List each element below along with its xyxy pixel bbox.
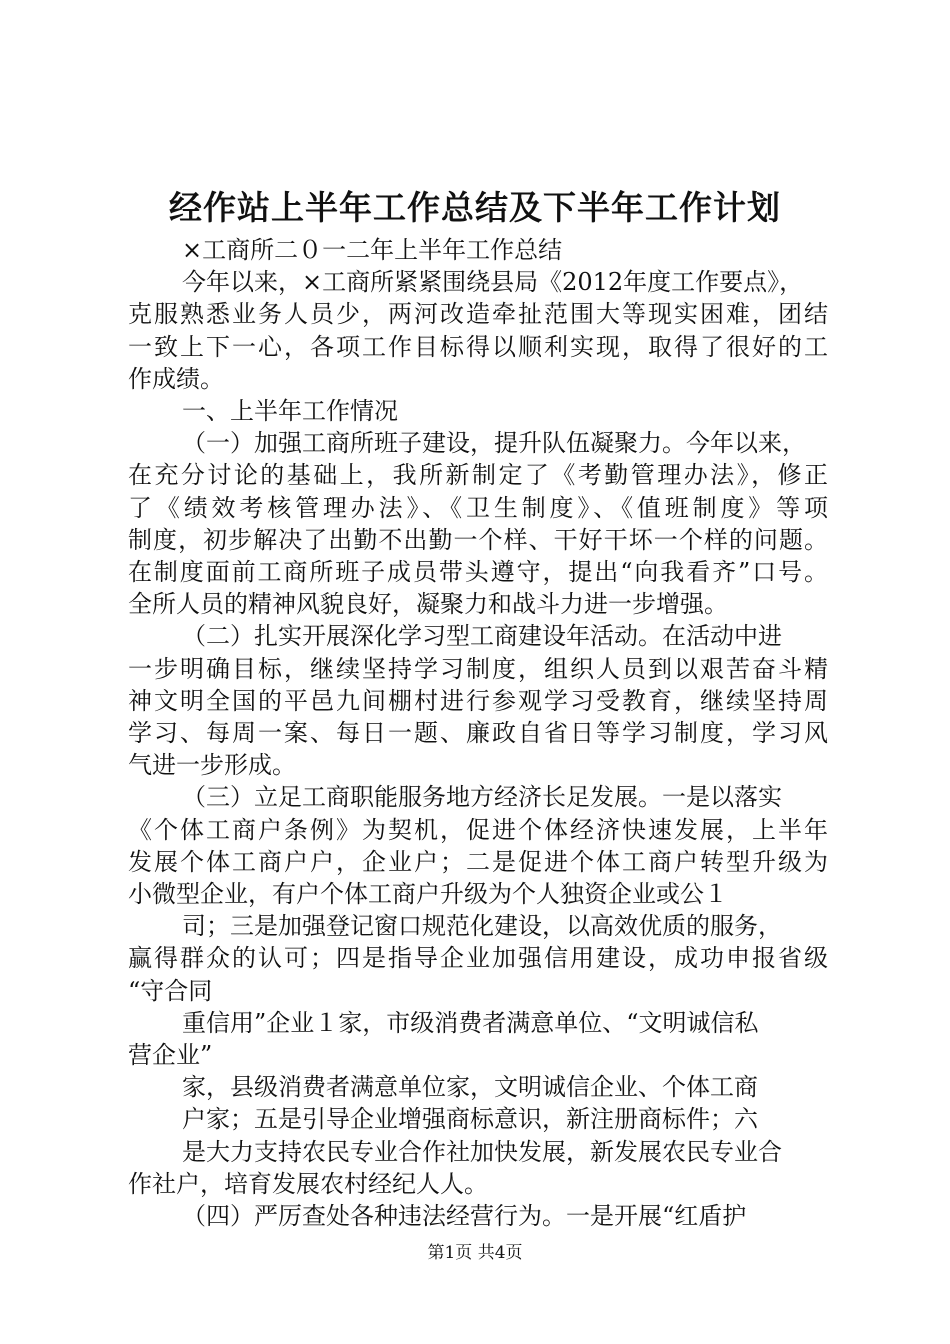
paragraph-line: 克服熟悉业务人员少，两河改造牵扯范围大等现实困难，团结 [128, 300, 828, 329]
subtitle-line: ×工商所二０一二年上半年工作总结 [182, 236, 563, 264]
paragraph-line: 在充分讨论的基础上，我所新制定了《考勤管理办法》，修正 [128, 461, 828, 490]
paragraph-line: 了《绩效考核管理办法》、《卫生制度》、《值班制度》等项 [128, 493, 828, 522]
paragraph-line: 一步明确目标，继续坚持学习制度，组织人员到以艰苦奋斗精 [128, 654, 828, 683]
paragraph-line: 气进一步形成。 [128, 751, 296, 780]
paragraph-line: 营企业” [128, 1041, 213, 1069]
paragraph-line: （一）加强工商所班子建设，提升队伍凝聚力。今年以来， [182, 429, 806, 458]
document-title: 经作站上半年工作总结及下半年工作计划 [169, 188, 781, 227]
paragraph-line: “守合同 [128, 976, 213, 1005]
paragraph-line: 今年以来，×工商所紧紧围绕县局《2012年度工作要点》， [182, 268, 804, 297]
paragraph-line: 是大力支持农民专业合作社加快发展，新发展农民专业合 [182, 1137, 782, 1166]
paragraph-line: 《个体工商户条例》为契机，促进个体经济快速发展，上半年 [128, 815, 828, 844]
paragraph-line: 制度，初步解决了出勤不出勤一个样、干好干坏一个样的问题。 [128, 525, 828, 554]
paragraph-line: 一致上下一心，各项工作目标得以顺利实现，取得了很好的工 [128, 332, 828, 361]
paragraph-line: 作成绩。 [128, 364, 224, 393]
paragraph-line: 全所人员的精神风貌良好，凝聚力和战斗力进一步增强。 [128, 590, 728, 619]
paragraph-line: 重信用”企业１家，市级消费者满意单位、“文明诚信私 [182, 1008, 759, 1037]
paragraph-line: （三）立足工商职能服务地方经济长足发展。一是以落实 [182, 783, 782, 812]
paragraph-line: （四）严厉查处各种违法经营行为。一是开展“红盾护 [182, 1202, 747, 1230]
paragraph-line: 发展个体工商户户，企业户；二是促进个体工商户转型升级为 [128, 847, 828, 876]
paragraph-line: 作社户，培育发展农村经纪人人。 [128, 1169, 488, 1198]
paragraph-line: （二）扎实开展深化学习型工商建设年活动。在活动中进 [182, 622, 782, 651]
paragraph-line: 赢得群众的认可；四是指导企业加强信用建设，成功申报省级 [128, 944, 828, 973]
paragraph-line: 小微型企业，有户个体工商户升级为个人独资企业或公１ [128, 880, 728, 908]
page-footer: 第1页 共4页 [427, 1243, 523, 1263]
paragraph-line: 家，县级消费者满意单位家，文明诚信企业、个体工商 [182, 1073, 758, 1102]
paragraph-line: 司；三是加强登记窗口规范化建设，以高效优质的服务， [182, 912, 782, 941]
paragraph-line: 户家；五是引导企业增强商标意识，新注册商标件；六 [182, 1105, 758, 1134]
paragraph-line: 在制度面前工商所班子成员带头遵守，提出“向我看齐”口号。 [128, 558, 828, 586]
paragraph-line: 神文明全国的平邑九间棚村进行参观学习受教育，继续坚持周 [128, 686, 828, 715]
section-heading: 一、上半年工作情况 [182, 397, 398, 425]
paragraph-line: 学习、每周一案、每日一题、廉政自省日等学习制度，学习风 [128, 719, 828, 747]
